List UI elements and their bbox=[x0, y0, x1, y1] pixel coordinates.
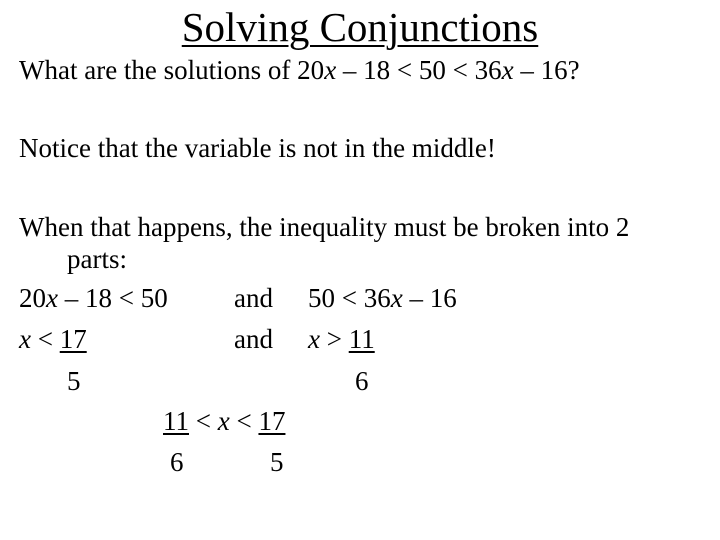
result-inequality bbox=[163, 408, 285, 435]
step2-left-denominator: 5 bbox=[67, 366, 81, 396]
step2-and: and bbox=[234, 324, 273, 354]
step1-and: and bbox=[234, 283, 273, 313]
result-right-denominator: 5 bbox=[270, 447, 284, 477]
when-line-2: parts: bbox=[67, 244, 127, 274]
step1-right-inequality bbox=[308, 285, 457, 312]
question-middle: – 18 < 50 < 36 bbox=[336, 55, 502, 85]
step2-left-inequality bbox=[19, 326, 87, 353]
question-line bbox=[19, 57, 580, 84]
result-right-numerator: 17 bbox=[258, 406, 286, 436]
step1-left-b: – 18 < 50 bbox=[57, 283, 168, 313]
result-left-denominator: 6 bbox=[170, 447, 184, 477]
step2-right-inequality bbox=[308, 326, 375, 353]
step1-right-a: 50 < 36 bbox=[308, 283, 391, 313]
step1-left-inequality bbox=[19, 285, 168, 312]
step2-right-denominator: 6 bbox=[355, 366, 369, 396]
step2-right-numerator: 11 bbox=[348, 324, 375, 354]
step2-right-operator: > bbox=[319, 324, 349, 354]
page-title: Solving Conjunctions bbox=[181, 4, 539, 50]
notice-line: Notice that the variable is not in the middle! bbox=[19, 133, 496, 163]
result-operator-1: < bbox=[189, 406, 218, 436]
step1-left-a: 20 bbox=[19, 283, 46, 313]
step1-right-b: – 16 bbox=[402, 283, 457, 313]
step1-right-variable: x bbox=[390, 283, 403, 313]
step2-left-variable: x bbox=[19, 324, 31, 354]
question-variable-1: x bbox=[324, 55, 337, 85]
result-operator-2: < bbox=[229, 406, 259, 436]
question-variable-2: x bbox=[501, 55, 514, 85]
when-line-1: When that happens, the inequality must be broken into 2 bbox=[19, 212, 630, 242]
result-variable: x bbox=[217, 406, 230, 436]
step2-right-variable: x bbox=[308, 324, 320, 354]
step2-left-operator: < bbox=[30, 324, 60, 354]
question-suffix: – 16? bbox=[513, 55, 580, 85]
question-prefix: What are the solutions of 20 bbox=[19, 55, 325, 85]
step1-left-variable: x bbox=[46, 283, 58, 313]
step2-left-numerator: 17 bbox=[59, 324, 87, 354]
result-left-numerator: 11 bbox=[163, 406, 189, 436]
